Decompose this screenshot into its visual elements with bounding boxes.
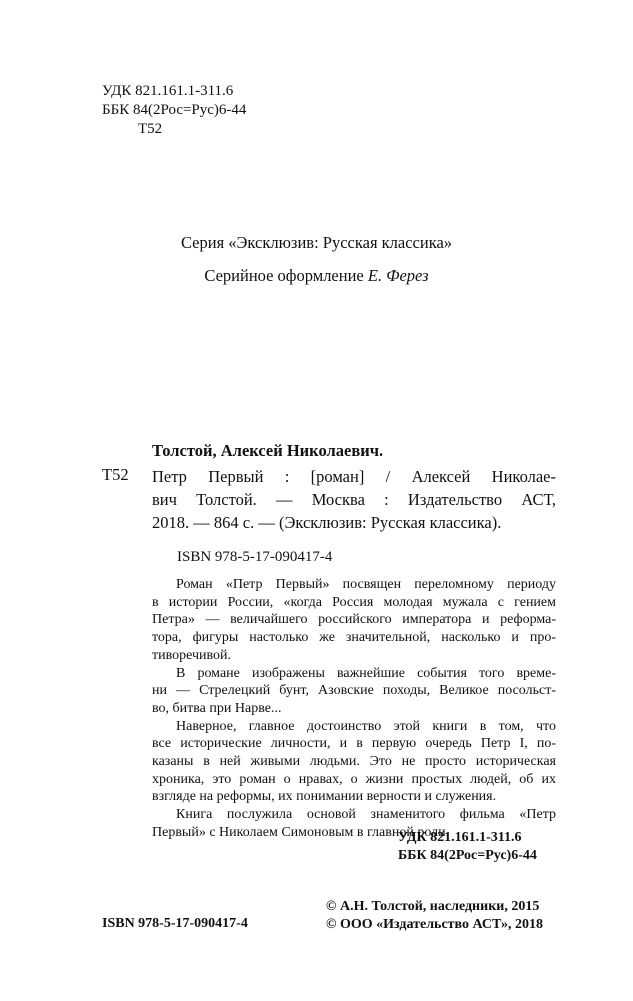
classification-top bbox=[102, 82, 246, 139]
abstract-line: тиворечивой. bbox=[152, 647, 232, 663]
abstract-line: в истории России, «когда Россия молодая мужала с гением bbox=[152, 594, 556, 610]
abstract-line: все исторические личности, и в первую очередь Петр I, по- bbox=[152, 736, 556, 752]
biblio-author-mark: Т52 bbox=[102, 465, 129, 484]
abstract-line: ни — Стрелецкий бунт, Азовские походы, Великое посольст- bbox=[152, 683, 556, 699]
abstract bbox=[152, 576, 556, 842]
author-heading: Толстой, Алексей Николаевич. bbox=[152, 441, 384, 460]
series-title: Серия «Эксклюзив: Русская классика» bbox=[180, 233, 453, 252]
abstract-line: Роман «Петр Первый» посвящен переломному периоду bbox=[176, 577, 556, 592]
abstract-line: во, битва при Нарве... bbox=[152, 700, 282, 716]
copyright-publisher: © ООО «Издательство АСТ», 2018 bbox=[326, 917, 544, 932]
biblio-line: вич Толстой. — Москва : Издательство АСТ, bbox=[152, 490, 556, 509]
designer-name: Е. Ферез bbox=[367, 266, 429, 285]
udk-code: УДК 821.161.1-311.6 bbox=[102, 83, 234, 99]
copyright-block bbox=[326, 898, 543, 934]
bibliographic-description bbox=[152, 465, 556, 534]
copyright-author: © А.Н. Толстой, наследники, 2015 bbox=[326, 899, 540, 914]
abstract-line: В романе изображены важнейшие события того време- bbox=[176, 665, 556, 681]
bbk-code: ББК 84(2Рос=Рус)6-44 bbox=[102, 102, 247, 118]
isbn-biblio: ISBN 978-5-17-090417-4 bbox=[177, 549, 333, 565]
abstract-line: Петра» — величайшего российского императора и реформа- bbox=[152, 612, 556, 628]
author-mark: Т52 bbox=[138, 121, 163, 137]
abstract-line: казаны в ней живыми людьми. Это не просто историческая bbox=[152, 754, 556, 770]
classification-bottom bbox=[398, 829, 537, 865]
abstract-line: тора, фигуры настолько же значительной, насколько и про- bbox=[152, 630, 556, 646]
biblio-line: Петр Первый : [роман] / Алексей Николае- bbox=[152, 467, 556, 486]
design-label: Серийное оформление bbox=[204, 266, 368, 285]
abstract-line: Наверное, главное достоинство этой книги в том, что bbox=[176, 718, 556, 734]
udk-code-bottom: УДК 821.161.1-311.6 bbox=[398, 830, 522, 845]
abstract-line: Книга послужила основой знаменитого фильма «Петр bbox=[176, 807, 556, 823]
series-design-credit bbox=[0, 266, 633, 286]
bbk-code-bottom: ББК 84(2Рос=Рус)6-44 bbox=[398, 848, 537, 863]
isbn-footer: ISBN 978-5-17-090417-4 bbox=[102, 916, 248, 931]
abstract-line: Первый» с Николаем Симоновым в главной роли. bbox=[152, 824, 450, 840]
abstract-line: взгляде на реформы, их понимании верности и служения. bbox=[152, 789, 497, 805]
abstract-line: хроника, это роман о нравах, о жизни простых людей, об их bbox=[152, 771, 556, 787]
biblio-line: 2018. — 864 с. — (Эксклюзив: Русская классика). bbox=[152, 513, 502, 532]
